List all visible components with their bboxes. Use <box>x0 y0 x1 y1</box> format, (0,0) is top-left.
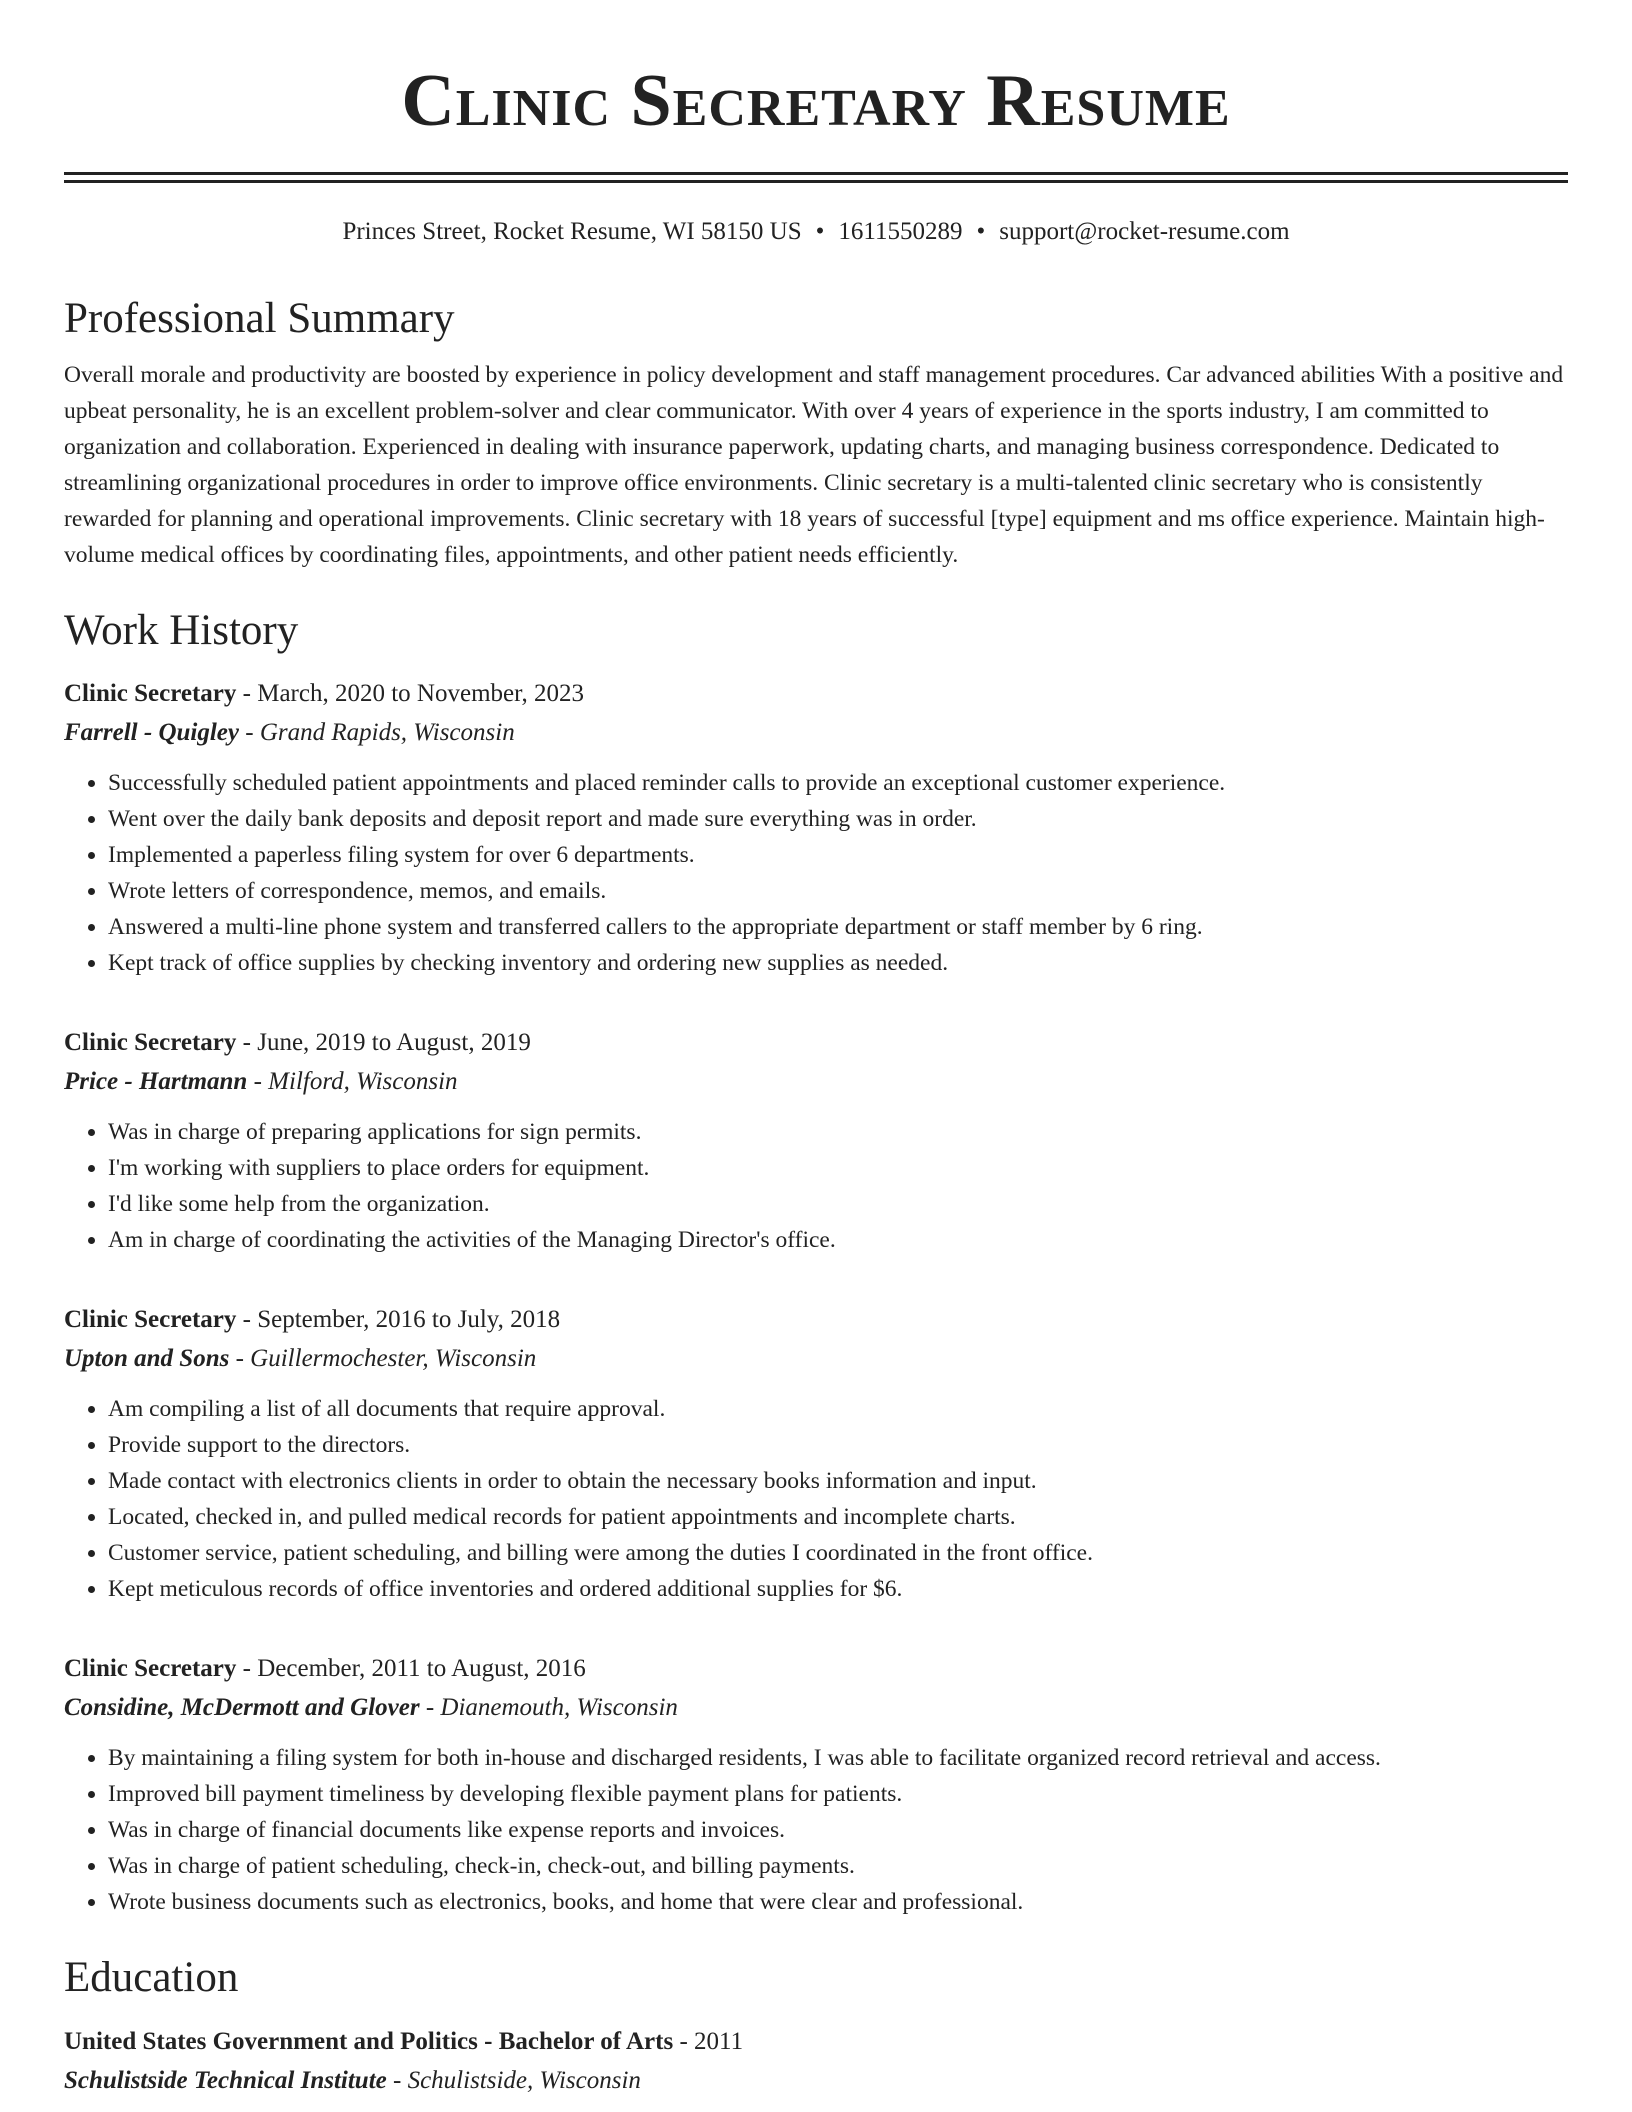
job-role: Clinic Secretary <box>64 1306 237 1334</box>
list-item: • Kept meticulous records of office inventories and ordered additional supplies for $6. <box>108 1571 1568 1607</box>
job-location: - Milford, Wisconsin <box>247 1068 458 1096</box>
job-company-line <box>64 1341 1568 1377</box>
job-dates: - March, 2020 to November, 2023 <box>236 680 584 708</box>
contact-email[interactable]: support@rocket-resume.com <box>999 218 1290 245</box>
job-company-line <box>64 1064 1568 1100</box>
education-school: Schulistside Technical Institute <box>64 2066 387 2094</box>
list-item: • By maintaining a filing system for both in-house and discharged residents, I was able to facilitate organized record retrieval and access. <box>108 1740 1568 1776</box>
job-company-line <box>64 1690 1568 1726</box>
title-double-rule <box>64 172 1568 183</box>
job-company: Price - Hartmann <box>64 1068 248 1096</box>
list-item: • Improved bill payment timeliness by developing flexible payment plans for patients. <box>108 1776 1568 1812</box>
job-dates: - September, 2016 to July, 2018 <box>236 1306 561 1334</box>
education-entry <box>64 2024 1568 2099</box>
job-bullets <box>64 1391 1568 1607</box>
education-degree: United States Government and Politics - Bachelor of Arts <box>64 2027 674 2055</box>
contact-address: Princes Street, Rocket Resume, WI 58150 US <box>342 218 802 245</box>
job-role: Clinic Secretary <box>64 680 237 708</box>
list-item: • Implemented a paperless filing system for over 6 departments. <box>108 837 1568 873</box>
job-role: Clinic Secretary <box>64 1029 237 1057</box>
work-history-section <box>64 605 1568 1921</box>
summary-text: Overall morale and productivity are boosted by experience in policy development and staff management procedures. Car advanced abilities With a positive and upbeat personality, he is an excellent problem-solver and clear communicator. With over 4 years of experience in the sports industry, I am committed to organization and collaboration. Experienced in dealing with insurance paperwork, updating charts, and managing business correspondence. Dedicated to streamlining organizational procedures in order to improve office environments. Clinic secretary is a multi-talented clinic secretary who is consistently rewarded for planning and operational improvements. Clinic secretary with 18 years of successful [type] equipment and ms office experience. Maintain high-volume medical offices by coordinating files, appointments, and other patient needs efficiently. <box>64 361 1564 568</box>
list-item: • Successfully scheduled patient appointments and placed reminder calls to provide an exceptional customer experience. <box>108 765 1568 801</box>
job-location: - Grand Rapids, Wisconsin <box>239 719 515 747</box>
list-item: • Made contact with electronics clients in order to obtain the necessary books information and input. <box>108 1463 1568 1499</box>
education-year: - 2011 <box>673 2027 744 2055</box>
job-entry <box>64 676 1568 981</box>
job-location: - Dianemouth, Wisconsin <box>419 1694 678 1722</box>
job-dates: - June, 2019 to August, 2019 <box>236 1029 531 1057</box>
job-dates: - December, 2011 to August, 2016 <box>236 1655 586 1683</box>
list-item: • Was in charge of preparing applications for sign permits. <box>108 1114 1568 1150</box>
list-item: • I'd like some help from the organization. <box>108 1186 1568 1222</box>
list-item: • Am compiling a list of all documents that require approval. <box>108 1391 1568 1427</box>
list-item: • I'm working with suppliers to place orders for equipment. <box>108 1150 1568 1186</box>
education-school-line <box>64 2063 1568 2099</box>
job-entry <box>64 1651 1568 1920</box>
job-company-line <box>64 715 1568 751</box>
education-location: - Schulistside, Wisconsin <box>386 2066 641 2094</box>
list-item: • Customer service, patient scheduling, and billing were among the duties I coordinated in the front office. <box>108 1535 1568 1571</box>
list-item: • Kept track of office supplies by checking inventory and ordering new supplies as needed. <box>108 945 1568 981</box>
education-section <box>64 1952 1568 2099</box>
job-company: Considine, McDermott and Glover <box>64 1694 420 1722</box>
list-item: • Was in charge of financial documents like expense reports and invoices. <box>108 1812 1568 1848</box>
job-bullets <box>64 1114 1568 1258</box>
job-bullets <box>64 1740 1568 1920</box>
summary-section <box>64 293 1568 573</box>
list-item: • Am in charge of coordinating the activities of the Managing Director's office. <box>108 1222 1568 1258</box>
job-entry <box>64 1302 1568 1607</box>
job-title-line <box>64 1651 1568 1687</box>
list-item: • Located, checked in, and pulled medical records for patient appointments and incomplete charts. <box>108 1499 1568 1535</box>
job-location: - Guillermochester, Wisconsin <box>229 1345 537 1373</box>
job-company: Farrell - Quigley <box>64 719 239 747</box>
summary-heading: Professional Summary <box>64 295 455 342</box>
list-item: • Wrote business documents such as electronics, books, and home that were clear and professional. <box>108 1884 1568 1920</box>
job-bullets <box>64 765 1568 981</box>
job-entry <box>64 1025 1568 1258</box>
resume-title: Clinic Secretary Resume <box>401 60 1231 142</box>
education-heading: Education <box>64 1954 239 2002</box>
education-degree-line <box>64 2024 1568 2060</box>
contact-line <box>64 217 1568 247</box>
work-history-heading: Work History <box>64 606 299 654</box>
list-item: • Provide support to the directors. <box>108 1427 1568 1463</box>
contact-separator: • <box>976 218 986 245</box>
job-role: Clinic Secretary <box>64 1655 237 1683</box>
list-item: • Went over the daily bank deposits and deposit report and made sure everything was in order. <box>108 801 1568 837</box>
list-item: • Wrote letters of correspondence, memos, and emails. <box>108 873 1568 909</box>
contact-separator: • <box>815 218 825 245</box>
job-title-line <box>64 676 1568 712</box>
list-item: • Answered a multi-line phone system and transferred callers to the appropriate department or staff member by 6 ring. <box>108 909 1568 945</box>
job-title-line <box>64 1302 1568 1338</box>
job-title-line <box>64 1025 1568 1061</box>
job-company: Upton and Sons <box>64 1345 230 1373</box>
contact-phone[interactable]: 1611550289 <box>838 218 963 245</box>
list-item: • Was in charge of patient scheduling, check-in, check-out, and billing payments. <box>108 1848 1568 1884</box>
